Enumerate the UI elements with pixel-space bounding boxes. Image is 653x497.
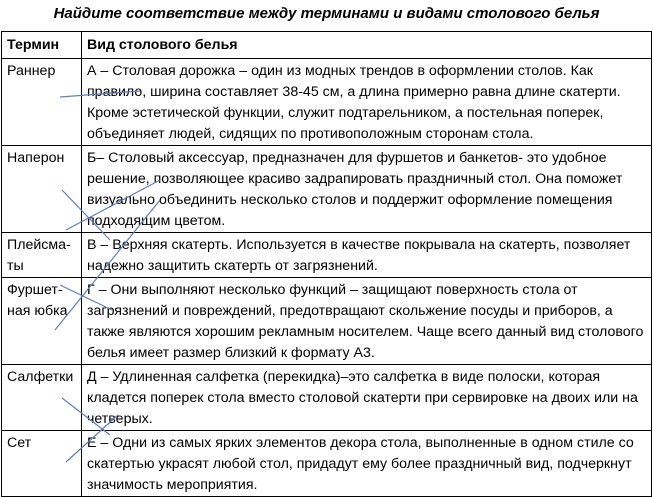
term-part: Плейсма- bbox=[7, 237, 71, 253]
term-cell: Раннер bbox=[2, 59, 82, 146]
table-row bbox=[2, 146, 652, 233]
description-cell: Е – Одни из самых ярких элементов декора стола, выполненные в одном стиле со скатертью украсят любой стол, придадут ему более праздничный вид, подчеркнут значимость мероприятия. bbox=[82, 431, 652, 497]
description-cell: А – Столовая дорожка – один из модных трендов в оформлении столов. Как правило, ширина составляет 38-45 см, а длина примерно равна длине скатерти. Кроме эстетической функции, служит подтарельником, а постельная поперек, объединяет людей, сидящих по противоположным сторонам стола. bbox=[82, 59, 652, 146]
term-cell bbox=[2, 278, 82, 365]
table-row bbox=[2, 59, 652, 146]
description-cell: Д – Удлиненная салфетка (перекидка)–это салфетка в виде полоски, которая кладется поперек стола вместо столовой скатерти при сервировке на двоих или на четверых. bbox=[82, 365, 652, 431]
table-row bbox=[2, 365, 652, 431]
description-cell: Б– Столовый аксессуар, предназначен для фуршетов и банкетов- это удобное решение, позволяющее красиво задрапировать праздничный стол. Она поможет визуально объединить несколько столов и поддержит оформление помещения подходящим цветом. bbox=[82, 146, 652, 233]
table-row bbox=[2, 431, 652, 497]
term-part: Фуршет- bbox=[7, 282, 63, 298]
table-row bbox=[2, 233, 652, 278]
description-cell: Г – Они выполняют несколько функций – защищают поверхность стола от загрязнений и повреждений, предотвращают скольжение посуды и приборов, а также являются хорошим рекламным носителем. Чаще всего данный вид столового белья имеет размер близкий к формату А3. bbox=[82, 278, 652, 365]
header-type: Вид столового белья bbox=[82, 32, 652, 59]
table-header-row bbox=[2, 32, 652, 59]
term-cell bbox=[2, 233, 82, 278]
term-cell: Салфетки bbox=[2, 365, 82, 431]
matching-table bbox=[1, 31, 652, 497]
table-row bbox=[2, 278, 652, 365]
page-title: Найдите соответствие между терминами и видами столового белья bbox=[53, 5, 600, 22]
term-cell: Наперон bbox=[2, 146, 82, 233]
description-cell: В – Верхняя скатерть. Используется в качестве покрывала на скатерть, позволяет надежно защитить скатерть от загрязнений. bbox=[82, 233, 652, 278]
term-cell: Сет bbox=[2, 431, 82, 497]
term-part: ты bbox=[7, 258, 24, 274]
term-part: ная юбка bbox=[7, 303, 68, 319]
header-term: Термин bbox=[2, 32, 82, 59]
